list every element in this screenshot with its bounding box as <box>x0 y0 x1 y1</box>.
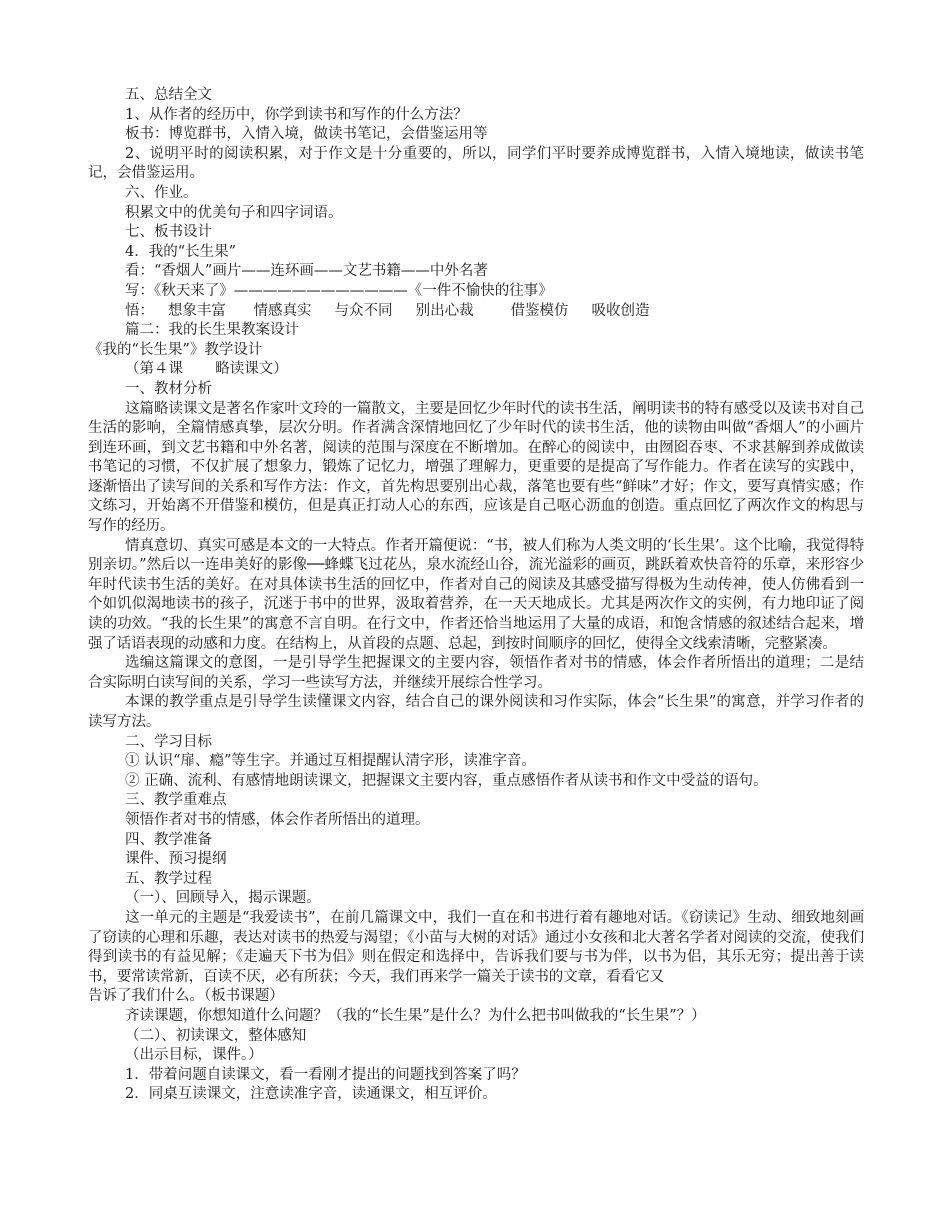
section-heading-process: 五、教学过程 <box>125 870 212 887</box>
preparation-text: 课件、预习提纲 <box>125 851 227 868</box>
process-step-1-heading: （一）、回顾导入，揭示课题。 <box>125 890 321 907</box>
analysis-paragraph-4: 本课的教学重点是引导学生读懂课文内容，结合自己的课外阅读和习作实际，体会“长生果”的寓意，并学习作者的读写方法。 <box>88 694 864 730</box>
paragraph-2: 2、说明平时的阅读积累，对于作文是十分重要的，所以，同学们平时要养成博览群书，入情入境地读，做读书笔记，会借鉴运用。 <box>88 145 864 182</box>
blackboard-note: 板书：博览群书，入情入境，做读书笔记，会借鉴运用等 <box>125 126 488 143</box>
board-line-insight: 悟： 想象丰富 情感真实 与众不同 别出心裁 借鉴模仿 吸收创造 <box>125 302 650 319</box>
board-line-read: 看：“香烟人”画片——连环画——文艺书籍——中外名著 <box>125 263 488 280</box>
document-page <box>88 86 864 1105</box>
board-line-write: 写：《秋天来了》————————————《一件不愉快的往事》 <box>125 282 553 299</box>
analysis-paragraph-2: 情真意切、真实可感是本文的一大特点。作者开篇便说：“书，被人们称为人类文明的‘长生果’。这个比喻，我觉得特别亲切。”然后以一连串美好的影像──蜂蝶飞过花丛，泉水流经山谷，流光溢彩的画页，跳跃着欢快音符的乐章，来形容少年时代读书生活的美好。在对具体读书生活的回忆中，作者对自己的阅读及其感受描写得极为生动传神，使人仿佛看到一个如饥似渴地读书的孩子，沉迷于书中的世界，汲取着营养，在一天天地成长。尤其是两次作文的实例，有力地印证了阅读的功效。“我的长生果”的寓意不言自明。在行文中，作者还恰当地运用了大量的成语，和饱含情感的叙述结合起来，增强了话语表现的动感和力度。在结构上，从首段的点题、总起，到按时间顺序的回忆，使得全文线索清晰，完整紧凑。 <box>88 537 864 652</box>
step-2-item-1: 1．带着问题自读课文，看一看刚才提出的问题找到答案了吗？ <box>125 1066 526 1083</box>
title-reading-question: 齐读课题，你想知道什么问题？（我的“长生果”是什么？为什么把书叫做我的“长生果”？） <box>125 1007 706 1024</box>
section-heading-homework: 六、作业。 <box>125 184 198 201</box>
goal-2: ② 正确、流利、有感情地朗读课文，把握课文主要内容，重点感悟作者从读书和作文中受益的语句。 <box>125 772 768 789</box>
process-step-1-paragraph: 这一单元的主题是“我爱读书”，在前几篇课文中，我们一直在和书进行着有趣地对话。《窃读记》生动、细致地刻画了窃读的心理和乐趣，表达对读书的热爱与渴望；《小苗与大树的对话》通过小女孩和北大著名学者对阅读的交流，使我们得到读书的有益见解；《走遍天下书为侣》则在假定和选择中，告诉我们要与书为伴，以书为侣，其乐无穷；提出善于读书，要常读常新，百读不厌，必有所获；今天，我们再来学一篇关于读书的文章，看看它又 <box>88 909 864 985</box>
homework-text: 积累文中的优美句子和四字词语。 <box>125 204 343 221</box>
board-title: 4．我的“长生果” <box>125 243 237 260</box>
analysis-paragraph-1: 这篇略读课文是著名作家叶文玲的一篇散文，主要是回忆少年时代的读书生活，阐明读书的特有感受以及读书对自己生活的影响，全篇情感真挚，层次分明。作者满含深情地回忆了少年时代的读书生活，他的读物由叫做“香烟人”的小画片到连环画，到文艺书籍和中外名著，阅读的范围与深度在不断增加。在醉心的阅读中，由囫囵吞枣、不求甚解到养成做读书笔记的习惯，不仅扩展了想象力，锻炼了记忆力，增强了理解力，更重要的是提高了写作能力。作者在读写的实践中，逐渐悟出了读写间的关系和写作方法：作文，首先构思要别出心裁，落笔也要有些“鲜味”才好；作文，要写真情实感；作文练习，开始离不开借鉴和模仿，但是真正打动人心的东西，应该是自己呕心沥血的创造。重点回忆了两次作文的构思与写作的经历。 <box>88 400 864 535</box>
process-step-2-heading: （二）、初读课文，整体感知 <box>125 1027 307 1044</box>
section-heading-analysis: 一、教材分析 <box>125 380 212 397</box>
step-2-item-2: 2．同桌互读课文，注意读准字音，读通课文，相互评价。 <box>125 1086 497 1103</box>
lesson-title: 《我的“长生果”》教学设计 <box>88 341 263 358</box>
section-heading-board-design: 七、板书设计 <box>125 224 212 241</box>
process-step-1-continuation: 告诉了我们什么。（板书课题） <box>88 988 284 1005</box>
section-heading-preparation: 四、教学准备 <box>125 831 212 848</box>
show-goals-note: （出示目标，课件。） <box>125 1047 263 1064</box>
section-heading-summary: 五、总结全文 <box>125 87 212 103</box>
part-two-heading: 篇二：我的长生果教案设计 <box>125 322 299 339</box>
question-1: 1、从作者的经历中，你学到读书和写作的什么方法？ <box>125 106 468 123</box>
analysis-paragraph-3: 选编这篇课文的意图，一是引导学生把握课文的主要内容，领悟作者对书的情感，体会作者所悟出的道理；二是结合实际明白读写间的关系，学习一些读写方法，并继续开展综合性学习。 <box>88 655 864 691</box>
goal-1: ① 认识“扉、瘾”等生字。并通过互相提醒认清字形，读准字音。 <box>125 753 536 770</box>
section-heading-key-points: 三、教学重难点 <box>125 792 227 809</box>
key-points-text: 领悟作者对书的情感，体会作者所悟出的道理。 <box>125 811 430 828</box>
section-heading-goals: 二、学习目标 <box>125 733 212 750</box>
lesson-subtitle: （第４课 略读课文） <box>125 361 288 378</box>
